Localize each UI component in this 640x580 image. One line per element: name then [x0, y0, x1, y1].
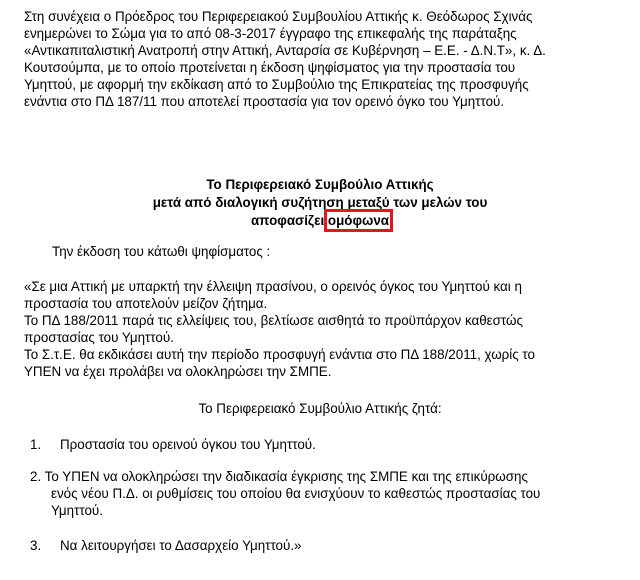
item-text: Υμηττού. [51, 503, 103, 518]
heading-line-2: μετά από διαλογική συζήτηση μεταξύ των μελών του [152, 195, 488, 210]
intro-line: Κουτσούμπα, με το οποίο προτείνεται η έκδοση ψηφίσματος για την προστασία του [24, 60, 516, 75]
demand-item-2 [30, 468, 540, 519]
demands-title: Το Περιφερειακό Συμβούλιο Αττικής ζητά: [198, 401, 442, 416]
resolution-line: Το Σ.τ.Ε. θα εκδικάσει αυτή την περίοδο προσφυγή ενάντια στο ΠΔ 188/2011, χωρίς το [24, 347, 535, 362]
resolution-text [24, 278, 620, 380]
resolution-line: προστασίας του Υμηττού. [24, 330, 174, 345]
demand-item-3 [30, 537, 302, 554]
heading-decides: αποφασίζει [250, 213, 328, 228]
decision-heading [0, 176, 640, 230]
item-text: Το ΥΠΕΝ να ολοκληρώσει την διαδικασία έγκρισης της ΣΜΠΕ και της επικύρωσης [44, 469, 528, 484]
intro-line: Υμηττού, με αφορμή την εκδίκαση από το Συμβούλιο της Επικρατείας της προσφυγής [24, 77, 529, 92]
item-text: ενός νέου Π.Δ. οι ρυθμίσεις του οποίου θα ενισχύουν το καθεστώς προστασίας του [51, 486, 541, 501]
intro-line: ενάντια στο ΠΔ 187/11 που αποτελεί προστασία για τον ορεινό όγκο του Υμηττού. [24, 94, 505, 109]
demand-item-1 [30, 436, 316, 453]
intro-line: «Αντικαπιταλιστική Ανατροπή στην Αττική, Ανταρσία σε Κυβέρνηση – Ε.Ε. - Δ.Ν.Τ», κ. Δ. [24, 43, 546, 58]
intro-line: ενημερώνει το Σώμα για το από 08-3-2017 έγγραφο της επικεφαλής της παράταξης [24, 26, 517, 41]
item-text: Να λειτουργήσει το Δασαρχείο Υμηττού.» [60, 538, 302, 553]
resolution-line: ΥΠΕΝ να έχει προλάβει να ολοκληρώσει την ΣΜΠΕ. [24, 364, 332, 379]
intro-paragraph [24, 8, 620, 110]
resolution-line: Το ΠΔ 188/2011 παρά τις ελλείψεις του, βελτίωσε αισθητά το προϋπάρχον καθεστώς [24, 313, 523, 328]
resolution-line: προστασία του αποτελούν μείζον ζήτημα. [24, 296, 268, 311]
decision-intro: Την έκδοση του κάτωθι ψηφίσματος : [52, 244, 271, 259]
item-text: Προστασία του ορεινού όγκου του Υμηττού. [60, 437, 316, 452]
heading-line-1: Το Περιφερειακό Συμβούλιο Αττικής [206, 177, 434, 192]
intro-line: Στη συνέχεια ο Πρόεδρος του Περιφερειακού Συμβουλίου Αττικής κ. Θεόδωρος Σχινάς [24, 9, 533, 24]
item-number: 2. [30, 469, 42, 484]
heading-line-3 [0, 212, 640, 230]
resolution-line: «Σε μια Αττική με υπαρκτή την έλλειψη πρασίνου, ο ορεινός όγκος του Υμηττού και η [24, 279, 522, 294]
unanimous-highlight: ομόφωνα [327, 213, 390, 228]
item-number: 3. [30, 538, 42, 553]
item-number: 1. [30, 437, 42, 452]
